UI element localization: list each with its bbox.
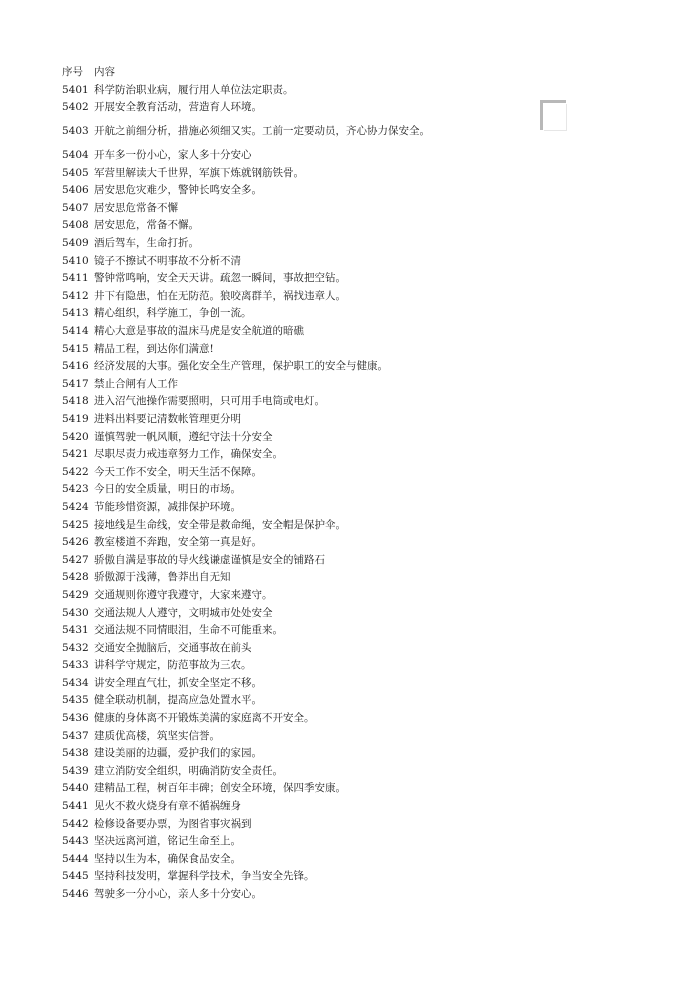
- row-content: 交通安全抛脑后，交通事故在前头: [94, 641, 252, 654]
- row-number: 5425: [62, 518, 89, 531]
- row-content: 精心大意是事故的温床马虎是安全航道的暗礁: [94, 325, 304, 338]
- row-content: 经济发展的大事。强化安全生产管理，保护职工的安全与健康。: [94, 360, 388, 373]
- table-row: [62, 358, 462, 376]
- row-content: 居安思危常备不懈: [94, 201, 178, 214]
- slogan-table: [62, 64, 462, 903]
- row-content: 开车多一份小心，家人多十分安心: [94, 149, 252, 162]
- row-number: 5417: [62, 377, 89, 390]
- row-number: 5441: [62, 800, 89, 813]
- table-row: [62, 99, 462, 117]
- row-number: 5428: [62, 571, 89, 584]
- row-content: 酒后驾车，生命打折。: [94, 237, 199, 250]
- table-row: [62, 516, 462, 534]
- table-row: [62, 745, 462, 763]
- row-number: 5407: [62, 201, 89, 214]
- row-number: 5435: [62, 694, 89, 707]
- table-row: [62, 534, 462, 552]
- table-row: [62, 340, 462, 358]
- row-content: 建精品工程，树百年丰碑；创安全环境，保四季安康。: [94, 782, 346, 795]
- row-number: 5415: [62, 342, 89, 355]
- row-number: 5437: [62, 729, 89, 742]
- row-number: 5424: [62, 500, 89, 513]
- table-row: [62, 252, 462, 270]
- row-number: 5421: [62, 448, 89, 461]
- row-content: 交通法规人人遵守，文明城市处处安全: [94, 606, 273, 619]
- row-content: 骄傲源于浅薄，鲁莽出自无知: [94, 571, 231, 584]
- row-number: 5411: [62, 272, 89, 285]
- row-number: 5423: [62, 483, 89, 496]
- table-row: [62, 481, 462, 499]
- row-number: 5439: [62, 764, 89, 777]
- row-number: 5427: [62, 553, 89, 566]
- row-number: 5432: [62, 641, 89, 654]
- row-number: 5420: [62, 430, 89, 443]
- row-content: 骄傲自满是事故的导火线谦虚谨慎是安全的铺路石: [94, 553, 325, 566]
- row-number: 5404: [62, 149, 89, 162]
- row-content: 开航之前细分析，措施必须细又实。工前一定要动员，齐心协力保安全。: [94, 125, 430, 138]
- table-row: [62, 376, 462, 394]
- table-row: [62, 868, 462, 886]
- table-row: [62, 833, 462, 851]
- row-content: 检修设备要办票，为图省事灾祸到: [94, 817, 252, 830]
- row-content: 节能珍惜资源，减排保护环境。: [94, 500, 241, 513]
- row-number: 5442: [62, 817, 89, 830]
- table-row: [62, 569, 462, 587]
- row-number: 5402: [62, 101, 89, 114]
- row-content: 精心组织，科学施工，争创一流。: [94, 307, 252, 320]
- table-row: [62, 147, 462, 165]
- row-number: 5414: [62, 325, 89, 338]
- row-content: 坚持科技发明，掌握科学技术，争当安全先锋。: [94, 870, 315, 883]
- row-content: 驾驶多一分小心，亲人多十分安心。: [94, 888, 262, 901]
- row-content: 交通法规不同情眼泪，生命不可能重来。: [94, 624, 283, 637]
- row-number: 5408: [62, 219, 89, 232]
- table-row: [62, 815, 462, 833]
- row-content: 见火不救火烧身有章不循祸缠身: [94, 800, 241, 813]
- row-number: 5444: [62, 852, 89, 865]
- table-row: [62, 657, 462, 675]
- table-row: [62, 164, 462, 182]
- row-content: 建质优高楼，筑坚实信誉。: [94, 729, 220, 742]
- row-content: 教室楼道不奔跑，安全第一真是好。: [94, 536, 262, 549]
- row-content: 进入沼气池操作需要照明，只可用手电筒或电灯。: [94, 395, 325, 408]
- table-row: [62, 551, 462, 569]
- table-row: [62, 763, 462, 781]
- row-number: 5429: [62, 588, 89, 601]
- row-content: 军营里解读大千世界，军旗下炼就钢筋铁骨。: [94, 166, 304, 179]
- row-content: 建立消防安全组织，明确消防安全责任。: [94, 764, 283, 777]
- table-row: [62, 727, 462, 745]
- row-number: 5403: [62, 125, 89, 138]
- header-number: 序号: [62, 66, 83, 79]
- header-content: 内容: [94, 66, 115, 79]
- table-row: [62, 499, 462, 517]
- row-number: 5443: [62, 835, 89, 848]
- row-number: 5426: [62, 536, 89, 549]
- table-row: [62, 411, 462, 429]
- row-number: 5422: [62, 465, 89, 478]
- table-row: [62, 82, 462, 100]
- row-content: 禁止合闸有人工作: [94, 377, 178, 390]
- row-number: 5401: [62, 83, 89, 96]
- row-number: 5434: [62, 676, 89, 689]
- row-number: 5446: [62, 888, 89, 901]
- row-content: 科学防治职业病，履行用人单位法定职责。: [94, 83, 294, 96]
- row-number: 5431: [62, 624, 89, 637]
- table-row: [62, 622, 462, 640]
- row-content: 居安思危灾难少，警钟长鸣安全多。: [94, 184, 262, 197]
- table-row: [62, 270, 462, 288]
- table-row: [62, 200, 462, 218]
- table-row: [62, 710, 462, 728]
- row-content: 尽职尽责力戒违章努力工作，确保安全。: [94, 448, 283, 461]
- table-row: [62, 639, 462, 657]
- row-number: 5433: [62, 659, 89, 672]
- row-content: 坚决远离河道，铭记生命至上。: [94, 835, 241, 848]
- row-number: 5445: [62, 870, 89, 883]
- table-row: [62, 604, 462, 622]
- row-number: 5418: [62, 395, 89, 408]
- table-row: [62, 675, 462, 693]
- table-row: [62, 780, 462, 798]
- row-content: 开展安全教育活动，营造育人环境。: [94, 101, 262, 114]
- row-number: 5405: [62, 166, 89, 179]
- row-content: 居安思危，常备不懈。: [94, 219, 199, 232]
- row-content: 坚持以生为本，确保食品安全。: [94, 852, 241, 865]
- row-number: 5406: [62, 184, 89, 197]
- table-row: [62, 288, 462, 306]
- row-content: 交通规则你遵守我遵守，大家来遵守。: [94, 588, 273, 601]
- table-row: [62, 182, 462, 200]
- row-number: 5440: [62, 782, 89, 795]
- table-row: [62, 117, 462, 147]
- row-content: 讲科学守规定，防范事故为三农。: [94, 659, 252, 672]
- table-row: [62, 463, 462, 481]
- corner-bracket-mark: [540, 100, 566, 130]
- row-content: 精品工程，到达你们满意!: [94, 342, 214, 355]
- row-content: 井下有隐患，怕在无防范。狼咬离群羊，祸找违章人。: [94, 289, 346, 302]
- row-content: 今天工作不安全，明天生活不保障。: [94, 465, 262, 478]
- table-row: [62, 428, 462, 446]
- table-row: [62, 587, 462, 605]
- table-row: [62, 217, 462, 235]
- table-row: [62, 851, 462, 869]
- row-number: 5438: [62, 747, 89, 760]
- row-content: 健全联动机制，提高应急处置水平。: [94, 694, 262, 707]
- row-content: 讲安全理直气壮，抓安全坚定不移。: [94, 676, 262, 689]
- row-number: 5416: [62, 360, 89, 373]
- row-content: 进料出料要记清数帐管理更分明: [94, 412, 241, 425]
- row-content: 接地线是生命线，安全带是救命绳，安全帽是保护伞。: [94, 518, 346, 531]
- table-body: [62, 82, 462, 904]
- row-number: 5409: [62, 237, 89, 250]
- table-row: [62, 393, 462, 411]
- row-content: 健康的身体离不开锻炼美满的家庭离不开安全。: [94, 712, 315, 725]
- row-number: 5410: [62, 254, 89, 267]
- table-header: [62, 64, 462, 82]
- table-row: [62, 235, 462, 253]
- row-content: 谨慎驾驶一帆风顺，遵纪守法十分安全: [94, 430, 273, 443]
- table-row: [62, 305, 462, 323]
- row-content: 建设美丽的边疆，爱护我们的家园。: [94, 747, 262, 760]
- table-row: [62, 446, 462, 464]
- row-content: 警钟常鸣响，安全天天讲。疏忽一瞬间，事故把空钻。: [94, 272, 346, 285]
- row-content: 今日的安全质量，明日的市场。: [94, 483, 241, 496]
- row-number: 5412: [62, 289, 89, 302]
- table-row: [62, 886, 462, 904]
- row-number: 5430: [62, 606, 89, 619]
- row-content: 镜子不擦试不明事故不分析不清: [94, 254, 241, 267]
- table-row: [62, 798, 462, 816]
- row-number: 5413: [62, 307, 89, 320]
- table-row: [62, 692, 462, 710]
- table-row: [62, 323, 462, 341]
- row-number: 5419: [62, 412, 89, 425]
- row-number: 5436: [62, 712, 89, 725]
